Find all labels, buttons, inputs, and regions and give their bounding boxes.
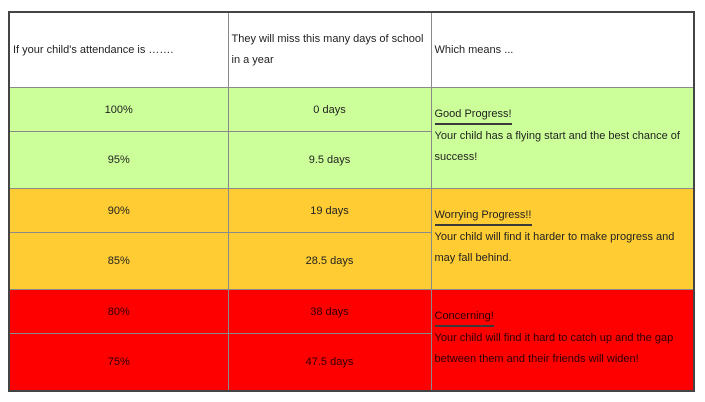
meaning-cell-worrying: [431, 189, 694, 290]
attendance-table: [8, 11, 695, 392]
meaning-heading: Concerning!: [435, 309, 494, 327]
table-row: [9, 290, 694, 334]
attendance-cell: 85%: [9, 233, 228, 290]
days-missed-cell: 9.5 days: [228, 132, 431, 189]
days-missed-cell: 28.5 days: [228, 233, 431, 290]
attendance-cell: 75%: [9, 334, 228, 391]
header-row: [9, 12, 694, 88]
header-meaning: Which means ...: [431, 12, 694, 88]
meaning-cell-good: [431, 88, 694, 189]
days-missed-cell: 47.5 days: [228, 334, 431, 391]
attendance-cell: 100%: [9, 88, 228, 132]
days-missed-cell: 38 days: [228, 290, 431, 334]
header-days-missed: They will miss this many days of school in a year: [228, 12, 431, 88]
days-missed-cell: 0 days: [228, 88, 431, 132]
meaning-cell-concerning: [431, 290, 694, 391]
attendance-cell: 95%: [9, 132, 228, 189]
header-attendance: If your child's attendance is …….: [9, 12, 228, 88]
attendance-cell: 90%: [9, 189, 228, 233]
meaning-text: Your child will find it harder to make progress and may fall behind.: [434, 231, 675, 264]
table-row: [9, 189, 694, 233]
meaning-heading: Worrying Progress!!: [435, 208, 532, 226]
days-missed-cell: 19 days: [228, 189, 431, 233]
table-row: [9, 88, 694, 132]
meaning-text: Your child has a flying start and the best chance of success!: [434, 130, 680, 163]
attendance-cell: 80%: [9, 290, 228, 334]
meaning-text: Your child will find it hard to catch up and the gap between them and their friends will widen!: [434, 332, 674, 365]
meaning-heading: Good Progress!: [435, 107, 512, 125]
